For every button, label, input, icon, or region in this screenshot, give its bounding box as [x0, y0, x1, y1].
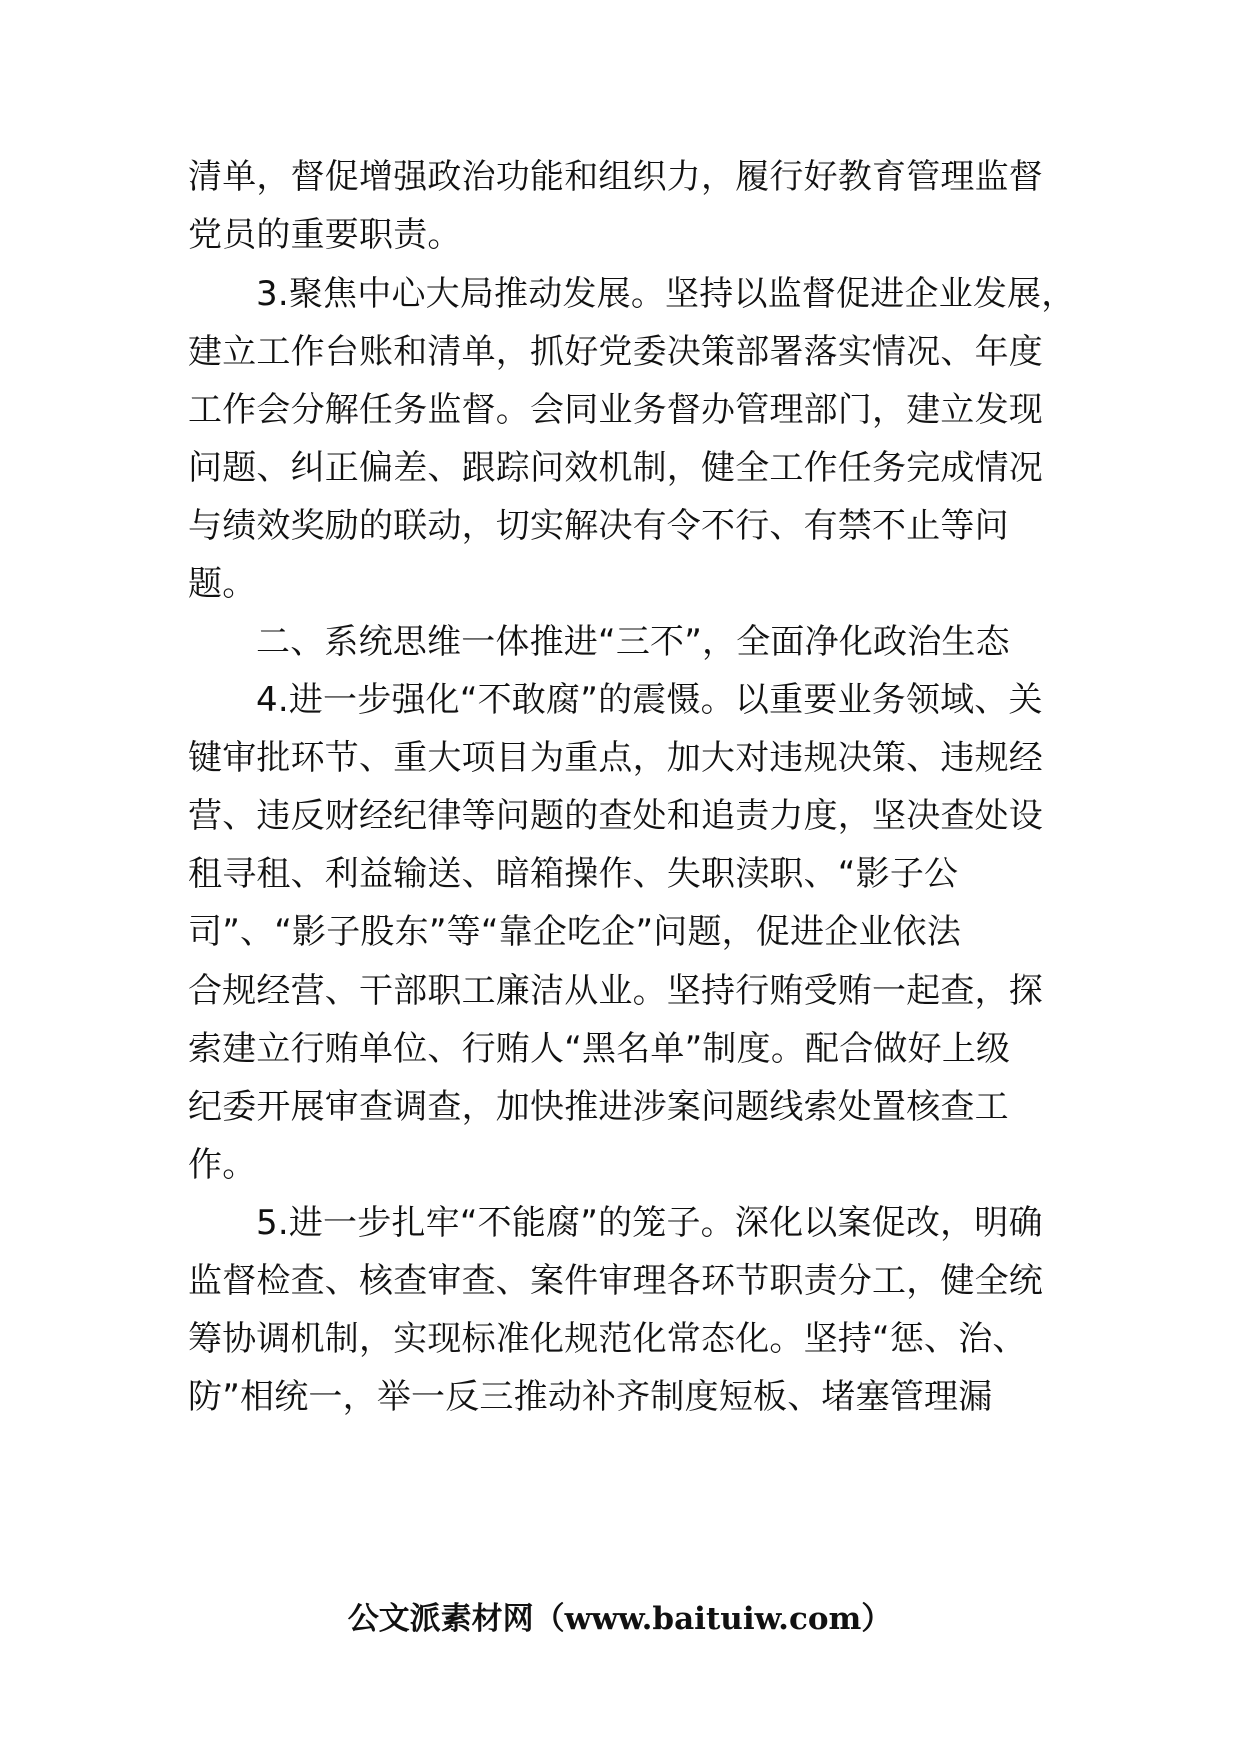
body-text-line: 筹协调机制，实现标准化规范化常态化。坚持“惩、治、 [188, 1319, 1027, 1359]
body-text-line: 租寻租、利益输送、暗箱操作、失职渎职、“影子公 [188, 854, 959, 894]
body-text-line: 作。 [188, 1145, 257, 1185]
body-text-line: 与绩效奖励的联动，切实解决有令不行、有禁不止等问 [188, 506, 1009, 546]
body-text-line: 题。 [188, 564, 257, 604]
body-text-line: 问题、纠正偏差、跟踪问效机制，健全工作任务完成情况 [188, 448, 1043, 488]
body-text-line: 索建立行贿单位、行贿人“黑名单”制度。配合做好上级 [188, 1029, 1011, 1069]
body-text-line: 工作会分解任务监督。会同业务督办管理部门，建立发现 [188, 390, 1043, 430]
body-text-line: 5.进一步扎牢“不能腐”的笼子。深化以案促改，明确 [256, 1203, 1043, 1243]
body-text-line: 4.进一步强化“不敢腐”的震慑。以重要业务领域、关 [256, 680, 1043, 720]
body-text-line: 纪委开展审查调查，加快推进涉案问题线索处置核查工 [188, 1087, 1009, 1127]
footer-watermark: 公文派素材网（www.baituiw.com） [347, 1601, 893, 1637]
body-text-line: 清单，督促增强政治功能和组织力，履行好教育管理监督 [188, 157, 1043, 197]
body-text-line: 防”相统一，举一反三推动补齐制度短板、堵塞管理漏 [188, 1377, 993, 1417]
body-text-line: 监督检查、核查审查、案件审理各环节职责分工，健全统 [188, 1261, 1043, 1301]
body-text-line: 司”、“影子股东”等“靠企吃企”问题，促进企业依法 [188, 912, 962, 952]
body-text-line: 营、违反财经纪律等问题的查处和追责力度，坚决查处设 [188, 796, 1043, 836]
body-text-line: 党员的重要职责。 [188, 215, 462, 255]
body-text-line: 合规经营、干部职工廉洁从业。坚持行贿受贿一起查，探 [188, 971, 1043, 1011]
body-text-line: 3.聚焦中心大局推动发展。坚持以监督促进企业发展， [256, 274, 1076, 314]
body-text-line: 键审批环节、重大项目为重点，加大对违规决策、违规经 [188, 738, 1043, 778]
body-text-line: 建立工作台账和清单，抓好党委决策部署落实情况、年度 [188, 332, 1043, 372]
section-heading: 二、系统思维一体推进“三不”，全面净化政治生态 [256, 622, 1010, 662]
